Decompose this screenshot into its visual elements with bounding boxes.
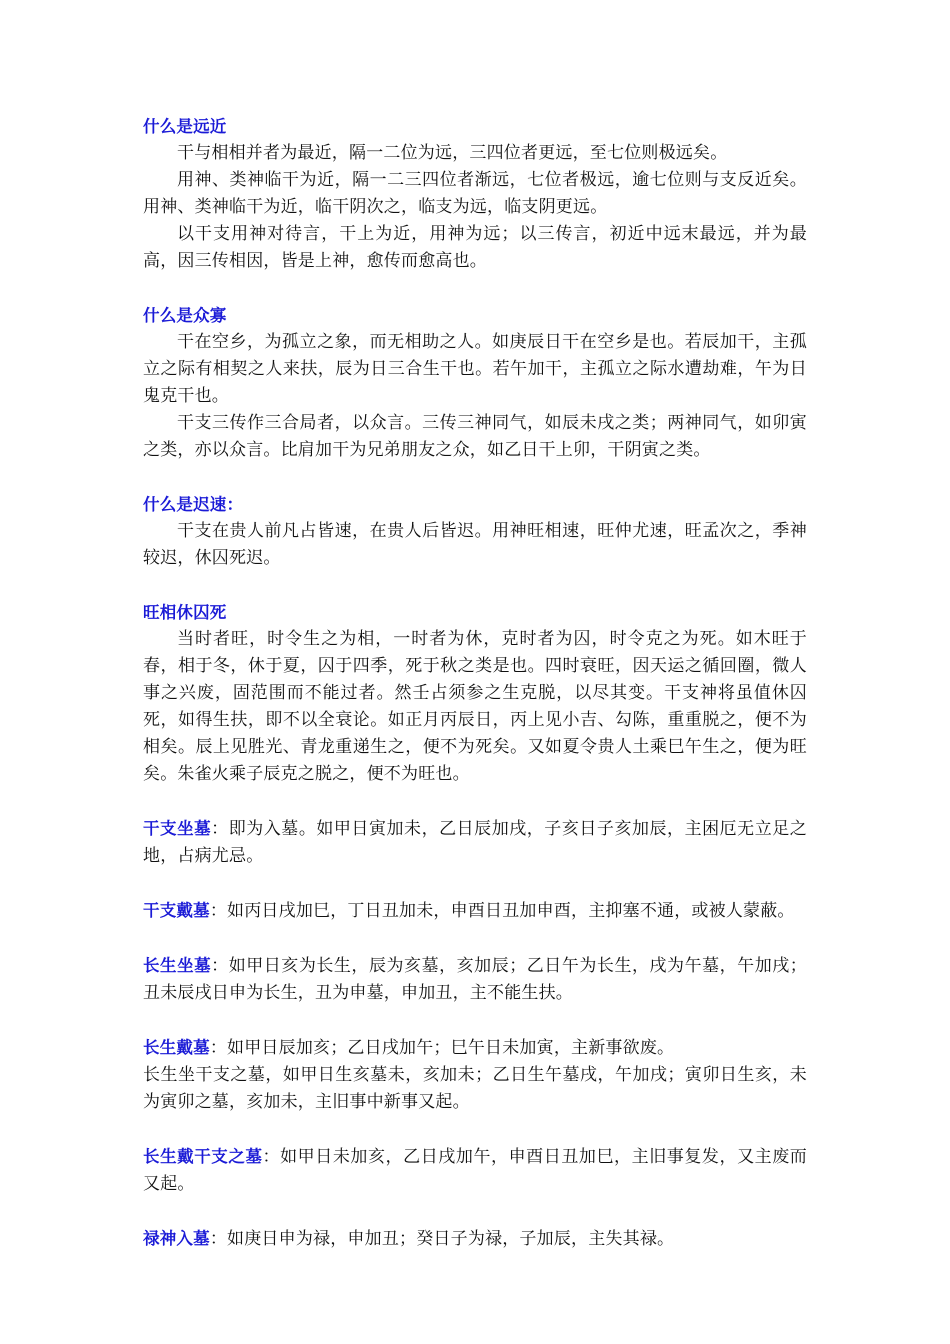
entry-paragraph [143, 1034, 807, 1062]
paragraph: 干支在贵人前凡占皆速，在贵人后皆迟。用神旺相速，旺仲尤速，旺孟次之，季神较迟，休囚死迟。 [143, 521, 807, 568]
section-heading: 什么是迟速： [143, 495, 244, 514]
paragraph: 干在空乡，为孤立之象，而无相助之人。如庚辰日干在空乡是也。若辰加干，主孤立之际有相契之人来扶，辰为日三合生干也。若午加干，主孤立之际水遭劫难，午为日鬼克干也。 [143, 332, 807, 406]
entry-separator: ： [211, 819, 229, 839]
entry-separator: ： [209, 1038, 228, 1058]
section-five-states [143, 599, 807, 788]
section-many-few [143, 302, 807, 464]
entry-lushen-rumu [143, 1225, 807, 1253]
entry-text: 如庚日申为禄，申加丑；癸日子为禄，子加辰，主失其禄。 [227, 1229, 675, 1249]
entry-term: 长生戴干支之墓 [143, 1147, 263, 1166]
entry-text: 如甲日亥为长生，辰为亥墓，亥加辰；乙日午为长生，戌为午墓，午加戌；丑未辰戌日申为长生，丑为申墓，申加丑，主不能生扶。 [143, 956, 807, 1003]
entry-paragraph [143, 897, 807, 925]
entry-ganzhi-daimu [143, 897, 807, 925]
entry-paragraph [143, 815, 807, 870]
entry-text: 即为入墓。如甲日寅加未，乙日辰加戌，子亥日子亥加辰，主困厄无立足之地，占病尤忌。 [143, 819, 807, 866]
paragraph: 以干支用神对待言，干上为近，用神为远；以三传言，初近中远末最远，并为最高，因三传相因，皆是上神，愈传而愈高也。 [143, 224, 807, 271]
entry-term: 长生戴墓 [143, 1038, 210, 1057]
entry-changsheng-zuomu [143, 952, 807, 1007]
section-distance [143, 113, 807, 275]
paragraph: 干支三传作三合局者，以众言。三传三神同气，如辰未戌之类；两神同气，如卯寅之类，亦以众言。比肩加干为兄弟朋友之众，如乙日干上卯，干阴寅之类。 [143, 413, 807, 460]
entry-text: 如甲日辰加亥；乙日戌加午；巳午日未加寅，主新事欲废。 [227, 1038, 675, 1058]
document-page [143, 113, 807, 1280]
paragraph: 当时者旺，时令生之为相，一时者为休，克时者为囚，时令克之为死。如木旺于春，相于冬，休于夏，囚于四季，死于秋之类是也。四时衰旺，因天运之循回圈，微人事之兴废，固范围而不能过者。然壬占须参之生克脱，以尽其变。干支神将虽值休囚死，如得生扶，即不以全衰论。如正月丙辰日，丙上见小吉、勾陈，重重脱之，便不为相矣。辰上见胜光、青龙重递生之，便不为死矣。又如夏令贵人土乘巳午生之，便为旺矣。朱雀火乘子辰克之脱之，便不为旺也。 [143, 629, 807, 784]
entry-term: 干支戴墓 [143, 901, 210, 920]
entry-paragraph [143, 1143, 807, 1198]
section-heading: 什么是远近 [143, 117, 227, 136]
entry-term: 长生坐墓 [143, 956, 212, 975]
entry-separator: ： [209, 901, 228, 921]
section-heading: 旺相休囚死 [143, 603, 227, 622]
entry-paragraph [143, 1225, 807, 1253]
paragraph: 用神、类神临干为近，隔一二三四位者渐远，七位者极远，逾七位则与支反近矣。用神、类神临干为近，临干阴次之，临支为远，临支阴更远。 [143, 170, 807, 217]
entry-separator: ： [209, 1229, 228, 1249]
entry-extra-paragraph: 长生坐干支之墓，如甲日生亥墓未，亥加未；乙日生午墓戌，午加戌；寅卯日生亥，未为寅卯之墓，亥加未，主旧事中新事又起。 [143, 1065, 807, 1112]
entry-paragraph [143, 952, 807, 1007]
entry-text: 如甲日未加亥，乙日戌加午，申酉日丑加巳，主旧事复发，又主废而又起。 [143, 1147, 807, 1194]
entry-separator: ： [262, 1147, 281, 1167]
paragraph: 干与相相并者为最近，隔一二位为远，三四位者更远，至七位则极远矣。 [177, 143, 728, 163]
entry-text: 如丙日戌加巳，丁日丑加未，申酉日丑加申酉，主抑塞不通，或被人蒙蔽。 [227, 901, 795, 921]
entry-term: 干支坐墓 [143, 819, 212, 838]
section-heading: 什么是众寡 [143, 306, 227, 325]
entry-ganzhi-zuomu [143, 815, 807, 870]
entry-changsheng-daimu [143, 1034, 807, 1116]
section-slow-fast [143, 491, 807, 572]
entry-changsheng-dai-ganzhi-mu [143, 1143, 807, 1198]
entry-separator: ： [211, 956, 229, 976]
entry-term: 禄神入墓 [143, 1229, 210, 1248]
